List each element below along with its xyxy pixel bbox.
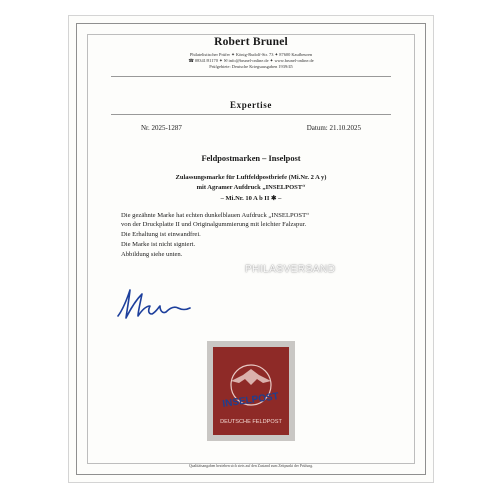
- certificate-document: [69, 16, 433, 482]
- signature: [114, 286, 192, 322]
- examiner-contact: ☎ 08341/81170 ✦ ✉ info@brunel-online.de ✦ www.brunel-online.de: [188, 58, 314, 63]
- body-line-3: Die Erhaltung ist einwandfrei.: [121, 231, 201, 238]
- body-line-2: von der Druckplatte II und Originalgummierung mit leichter Falzspur.: [121, 221, 307, 228]
- examiner-field: Prüfgebiete: Deutsche Kriegsausgaben 1939/45: [209, 64, 293, 69]
- examiner-name: Robert Brunel: [214, 36, 288, 48]
- divider-top: [111, 76, 391, 77]
- stamp-inscription: DEUTSCHE FELDPOST: [220, 419, 282, 425]
- footer-note: Qualitätsangaben beziehen sich stets auf den Zustand zum Zeitpunkt der Prüfung.: [188, 464, 314, 468]
- divider-bottom: [111, 114, 391, 115]
- subject-heading: Feldpostmarken – Inselpost: [201, 154, 301, 163]
- description-line-3: – Mi.Nr. 10 A b II ✱ –: [220, 195, 282, 202]
- description-line-1: Zulassungsmarke für Luftfeldpostbriefe (Mi.Nr. 2 A y): [175, 174, 327, 181]
- examiner-address: Philatelistischer Prüfer ✦ König-Rudolf-Str. 73 ✦ 87600 Kaufbeuren: [189, 52, 313, 57]
- watermark: PHILASVERSAND: [245, 264, 336, 275]
- description-line-2: mit Agramer Aufdruck „INSELPOST“: [196, 184, 306, 191]
- stamp-image: [207, 341, 295, 441]
- body-line-5: Abbildung siehe unten.: [121, 251, 183, 258]
- stamp-overprint: INSELPOST: [221, 391, 280, 410]
- body-line-4: Die Marke ist nicht signiert.: [121, 241, 196, 248]
- document-title: Expertise: [230, 100, 272, 110]
- certificate-date: Datum: 21.10.2025: [306, 124, 361, 132]
- certificate-number: Nr. 2025-1287: [141, 124, 182, 132]
- body-line-1: Die gezähnte Marke hat echten dunkelblauen Aufdruck „INSELPOST“: [121, 212, 310, 219]
- stamp-design: [207, 341, 295, 441]
